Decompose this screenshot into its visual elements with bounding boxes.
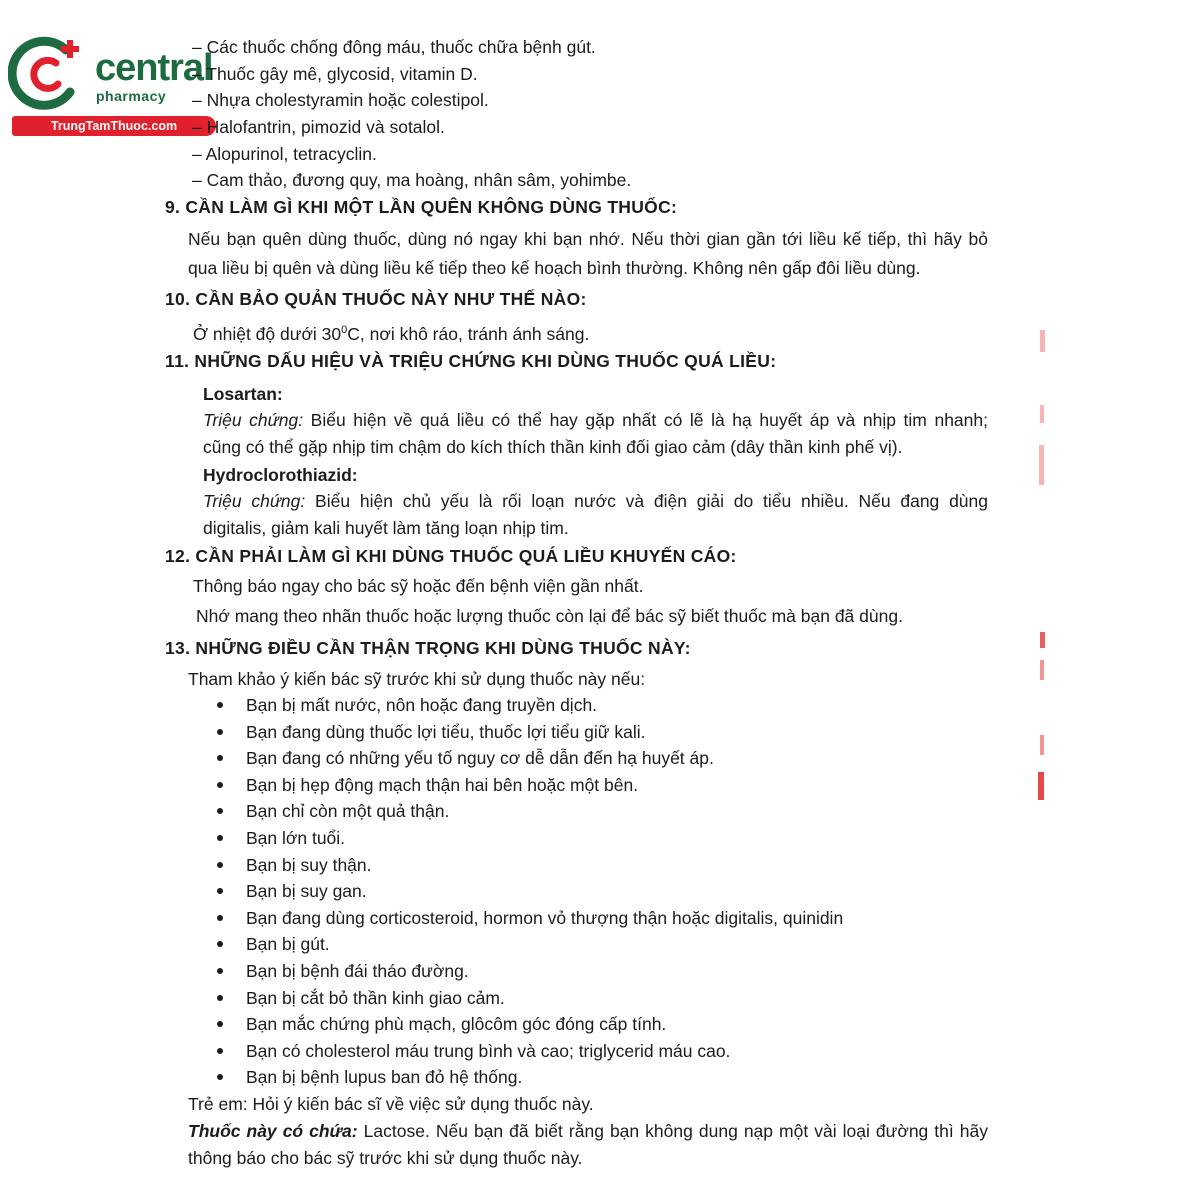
list-item: Bạn bị hẹp động mạch thận hai bên hoặc một bên.	[246, 775, 639, 795]
list-item: Bạn chỉ còn một quả thận.	[246, 801, 450, 821]
bullet-icon	[217, 702, 223, 708]
central-pharmacy-logo	[8, 36, 218, 140]
logo-mark-icon	[8, 36, 92, 114]
logo-name: central	[95, 47, 213, 89]
section-12-text: Thông báo ngay cho bác sỹ hoặc đến bệnh viện gần nhất.	[193, 576, 644, 596]
losartan-title: Losartan:	[203, 384, 283, 404]
section-9-text: qua liều bị quên và dùng liều kế tiếp theo kế hoạch bình thường. Không nên gấp đôi liều dùng.	[188, 258, 921, 278]
bullet-icon	[217, 782, 223, 788]
contains-note-cont: thông báo cho bác sỹ trước khi sử dụng thuốc này.	[188, 1148, 583, 1168]
bullet-icon	[217, 755, 223, 761]
hctz-symptoms: Triệu chứng: Biểu hiện chủ yếu là rối loạn nước và điện giải do tiểu nhiều. Nếu đang dùng	[203, 491, 988, 511]
logo-site-banner: TrungTamThuoc.com	[12, 116, 216, 136]
bullet-icon	[217, 1048, 223, 1054]
list-item: Bạn đang dùng thuốc lợi tiểu, thuốc lợi tiểu giữ kali.	[246, 722, 646, 742]
section-9-text: Nếu bạn quên dùng thuốc, dùng nó ngay khi bạn nhớ. Nếu thời gian gần tới liều kế tiếp, thì hãy bỏ	[188, 229, 988, 249]
bullet-icon	[217, 915, 223, 921]
section-12-heading: 12. CẦN PHẢI LÀM GÌ KHI DÙNG THUỐC QUÁ LIỀU KHUYẾN CÁO:	[165, 546, 737, 566]
bullet-icon	[217, 888, 223, 894]
section-10-heading: 10. CẦN BẢO QUẢN THUỐC NÀY NHƯ THẾ NÀO:	[165, 289, 587, 309]
bullet-icon	[217, 835, 223, 841]
list-item: – Các thuốc chống đông máu, thuốc chữa bệnh gút.	[192, 37, 596, 57]
list-item: – Halofantrin, pimozid và sotalol.	[192, 117, 445, 137]
list-item: Bạn bị suy gan.	[246, 881, 367, 901]
list-item: Bạn bị gút.	[246, 934, 330, 954]
list-item: Bạn có cholesterol máu trung bình và cao; triglycerid máu cao.	[246, 1041, 731, 1061]
bullet-icon	[217, 968, 223, 974]
hctz-title: Hydroclorothiazid:	[203, 465, 358, 485]
bullet-icon	[217, 1021, 223, 1027]
list-item: – Alopurinol, tetracyclin.	[192, 144, 377, 164]
section-9-heading: 9. CẦN LÀM GÌ KHI MỘT LẦN QUÊN KHÔNG DÙNG THUỐC:	[165, 197, 678, 217]
bullet-icon	[217, 1074, 223, 1080]
section-13-heading: 13. NHỮNG ĐIỀU CẦN THẬN TRỌNG KHI DÙNG THUỐC NÀY:	[165, 638, 691, 658]
losartan-symptoms-cont: cũng có thể gặp nhịp tim chậm do kích thích thần kinh đối giao cảm (dây thần kinh phế vị).	[203, 437, 903, 457]
bullet-icon	[217, 808, 223, 814]
section-10-text: Ở nhiệt độ dưới $30^0C$, nơi khô ráo, tránh ánh sáng.	[193, 324, 590, 344]
list-item: – Nhựa cholestyramin hoặc colestipol.	[192, 90, 489, 110]
list-item: Bạn đang có những yếu tố nguy cơ dễ dẫn đến hạ huyết áp.	[246, 748, 714, 768]
bullet-icon	[217, 941, 223, 947]
list-item: Bạn bị bệnh lupus ban đỏ hệ thống.	[246, 1067, 523, 1087]
list-item: Bạn bị mất nước, nôn hoặc đang truyền dịch.	[246, 695, 598, 715]
contains-note: Thuốc này có chứa: Lactose. Nếu bạn đã biết rằng bạn không dung nạp một vài loại đường thì hãy	[188, 1121, 988, 1141]
section-11-heading: 11. NHỮNG DẤU HIỆU VÀ TRIỆU CHỨNG KHI DÙNG THUỐC QUÁ LIỀU:	[165, 351, 777, 371]
list-item: Bạn lớn tuổi.	[246, 828, 346, 848]
list-item: Bạn bị suy thận.	[246, 855, 372, 875]
list-item: Bạn đang dùng corticosteroid, hormon vỏ thượng thận hoặc digitalis, quinidin	[246, 908, 844, 928]
list-item: Bạn bị cắt bỏ thần kinh giao cảm.	[246, 988, 505, 1008]
bullet-icon	[217, 862, 223, 868]
logo-subtitle: pharmacy	[96, 88, 167, 104]
children-note: Trẻ em: Hỏi ý kiến bác sĩ về việc sử dụng thuốc này.	[188, 1094, 594, 1114]
list-item: – Cam thảo, đương quy, ma hoàng, nhân sâm, yohimbe.	[192, 170, 632, 190]
list-item: Bạn bị bệnh đái tháo đường.	[246, 961, 469, 981]
section-13-intro: Tham khảo ý kiến bác sỹ trước khi sử dụng thuốc này nếu:	[188, 669, 646, 689]
losartan-symptoms: Triệu chứng: Biểu hiện về quá liều có thể hay gặp nhất có lẽ là hạ huyết áp và nhịp tim nhanh;	[203, 410, 988, 430]
section-12-text: Nhớ mang theo nhãn thuốc hoặc lượng thuốc còn lại để bác sỹ biết thuốc mà bạn đã dùng.	[196, 606, 903, 626]
bullet-icon	[217, 995, 223, 1001]
bullet-icon	[217, 729, 223, 735]
list-item: – Thuốc gây mê, glycosid, vitamin D.	[192, 64, 478, 84]
list-item: Bạn mắc chứng phù mạch, glôcôm góc đóng cấp tính.	[246, 1014, 667, 1034]
hctz-symptoms-cont: digitalis, giảm kali huyết làm tăng loạn nhịp tim.	[203, 518, 569, 538]
